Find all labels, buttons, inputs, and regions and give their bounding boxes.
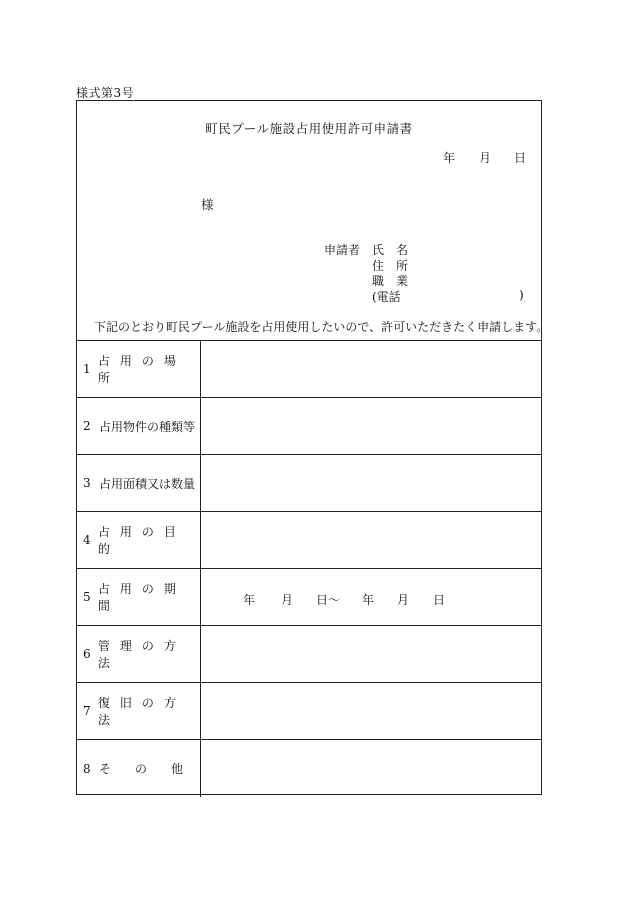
row-number: 7 — [83, 704, 91, 718]
applicant-occupation-label: 職 業 — [372, 274, 409, 288]
management-method-field[interactable] — [201, 626, 541, 682]
table-row — [77, 683, 541, 740]
applicant-phone-close: ) — [519, 288, 524, 302]
row-label — [77, 455, 201, 511]
addressee-suffix: 様 — [201, 197, 214, 212]
form-title: 町民プール施設占用使用許可申請書 — [205, 121, 413, 136]
period-start-year-unit: 年 — [243, 593, 256, 607]
row-label-text: そ の 他 — [99, 762, 190, 776]
period-start-day-unit: 日～ — [316, 593, 341, 607]
row-number: 4 — [83, 533, 91, 547]
row-label-text: 復旧の方法 — [97, 696, 186, 727]
row-number: 3 — [83, 476, 91, 490]
applicant-name-label: 氏 名 — [372, 243, 409, 257]
period-start-month-unit: 月 — [281, 593, 294, 607]
occupancy-area-field[interactable] — [201, 455, 541, 511]
row-number: 5 — [83, 590, 91, 604]
applicant-address-label: 住 所 — [372, 259, 409, 273]
period-end-month-unit: 月 — [397, 593, 410, 607]
date-month-unit: 月 — [479, 151, 492, 165]
row-label-text: 占用の目的 — [97, 525, 186, 556]
table-row — [77, 398, 541, 455]
applicant-phone-label: (電話 — [372, 290, 401, 304]
row-label — [77, 512, 201, 568]
declaration-text: 下記のとおり町民プール施設を占用使用したいので、許可いただきたく申請します。 — [94, 320, 549, 334]
row-label-text: 占用物件の種類等 — [99, 419, 196, 434]
row-number: 1 — [83, 362, 91, 376]
table-row — [77, 455, 541, 512]
row-label-text: 占用の期間 — [97, 582, 186, 613]
row-label — [77, 398, 201, 454]
occupancy-purpose-field[interactable] — [201, 512, 541, 568]
restoration-method-field[interactable] — [201, 683, 541, 739]
detail-table — [77, 340, 541, 797]
occupancy-location-field[interactable] — [201, 341, 541, 397]
row-number: 6 — [83, 647, 91, 661]
row-label — [77, 341, 201, 397]
row-label — [77, 569, 201, 625]
application-form — [76, 100, 549, 795]
row-label-text: 管理の方法 — [97, 639, 186, 670]
row-label — [77, 683, 201, 739]
row-label-text: 占用面積又は数量 — [99, 476, 196, 491]
date-year-unit: 年 — [443, 151, 456, 165]
row-number: 2 — [83, 419, 91, 433]
occupancy-object-type-field[interactable] — [201, 398, 541, 454]
table-row — [77, 512, 541, 569]
occupancy-period-field[interactable] — [201, 569, 541, 625]
other-notes-field[interactable] — [201, 740, 541, 797]
form-number: 様式第3号 — [76, 86, 135, 100]
period-end-day-unit: 日 — [433, 593, 446, 607]
table-row — [77, 740, 541, 797]
table-row — [77, 569, 541, 626]
row-label — [77, 740, 201, 797]
period-end-year-unit: 年 — [362, 593, 375, 607]
table-row — [77, 626, 541, 683]
table-row — [77, 341, 541, 398]
row-label-text: 占用の場所 — [97, 354, 186, 385]
date-day-unit: 日 — [514, 151, 527, 165]
applicant-label: 申請者 — [324, 243, 361, 257]
row-number: 8 — [83, 761, 91, 776]
row-label — [77, 626, 201, 682]
